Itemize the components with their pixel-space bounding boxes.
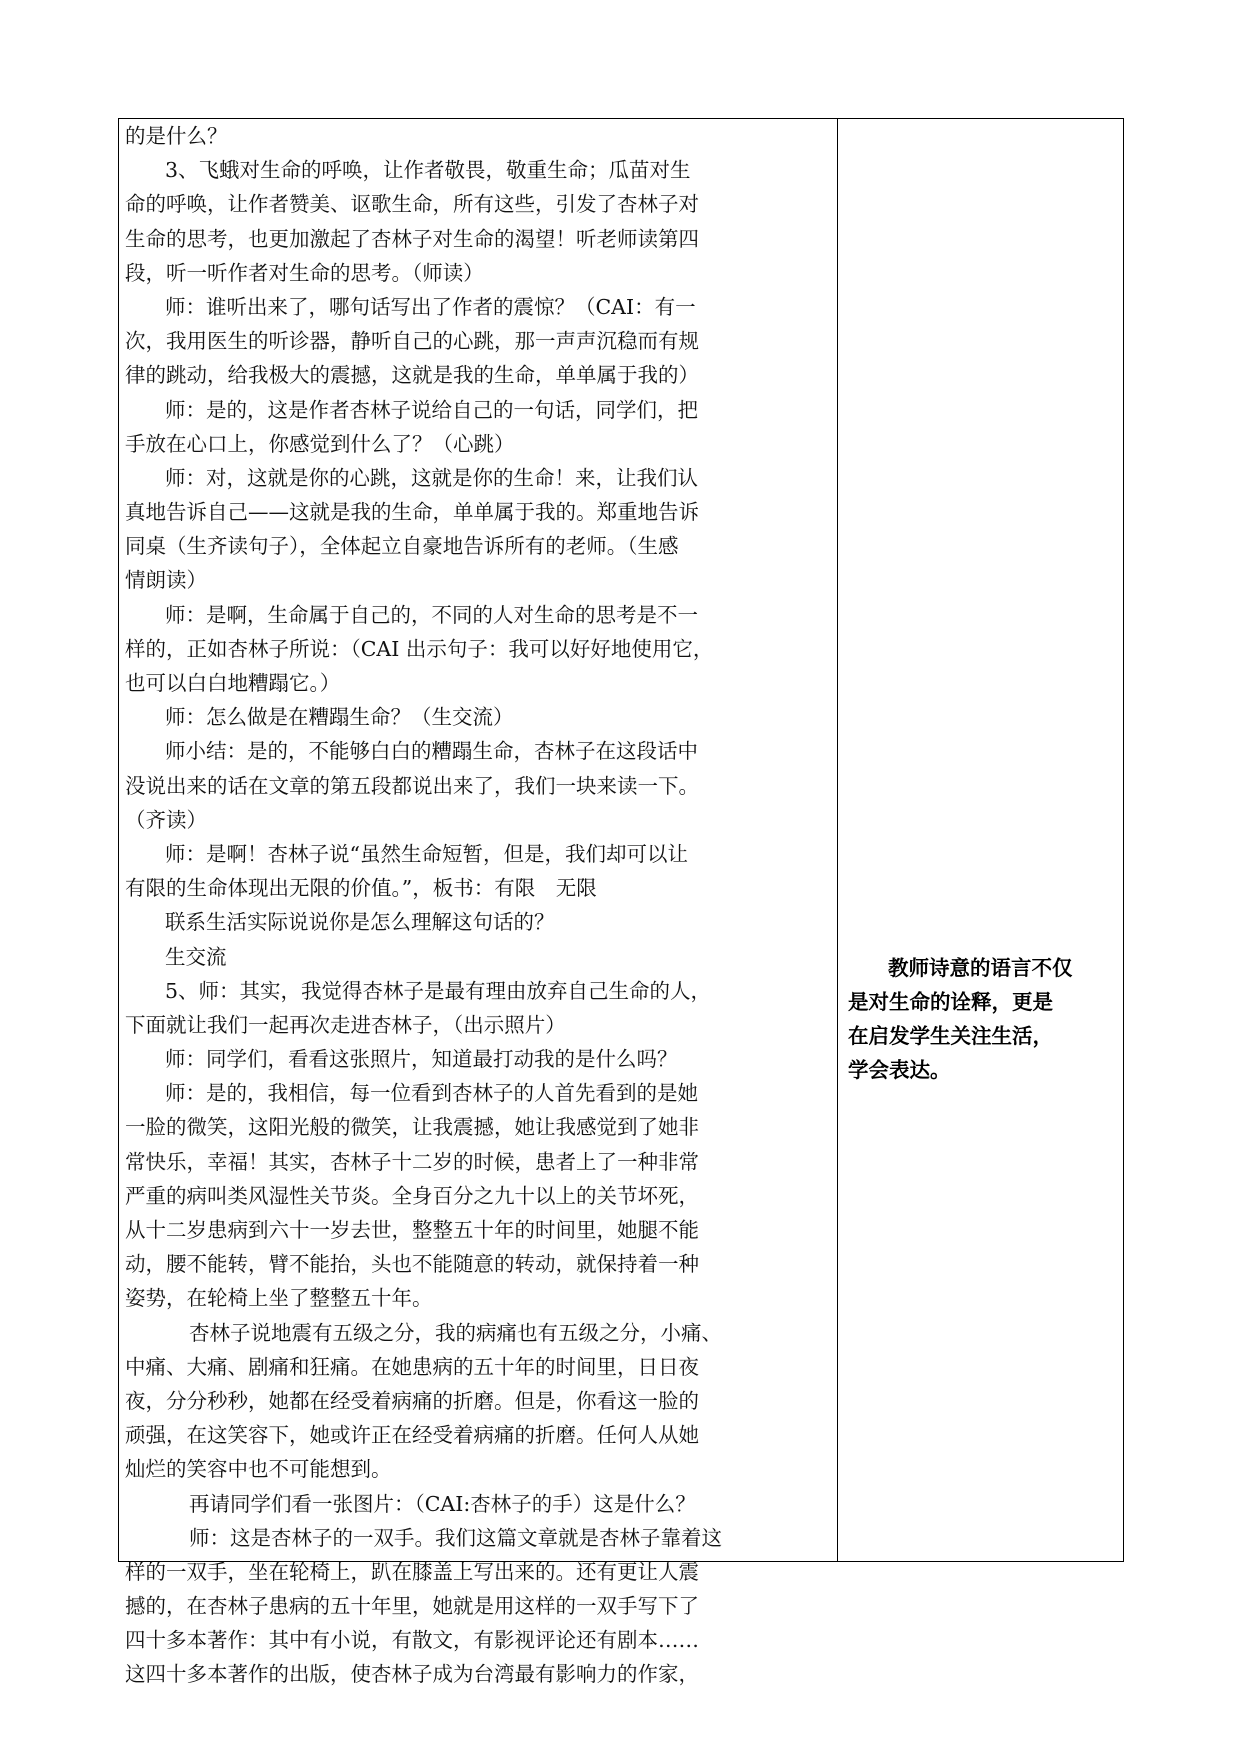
lesson-text-line: 生命的思考，也更加激起了杏林子对生命的渴望！听老师读第四	[125, 226, 699, 251]
lesson-text-line: 师：怎么做是在糟蹋生命？（生交流）	[165, 705, 514, 730]
lesson-table	[118, 118, 1124, 1687]
lesson-text-line: 撼的，在杏林子患病的五十年里，她就是用这样的一双手写下了	[125, 1594, 699, 1619]
lesson-text-line: 师小结：是的，不能够白白的糟蹋生命，杏林子在这段话中	[165, 739, 698, 764]
lesson-text-line: 四十多本著作：其中有小说，有散文，有影视评论还有剧本……	[125, 1628, 699, 1653]
lesson-text-line: 也可以白白地糟蹋它。）	[125, 671, 341, 695]
comment-text-line: 是对生命的诠释，更是	[848, 990, 1053, 1014]
comment-text-line: 教师诗意的语言不仅	[888, 956, 1073, 980]
teacher-comment	[848, 951, 1113, 1087]
lesson-text-line: 动，腰不能转，臂不能抬，头也不能随意的转动，就保持着一种	[125, 1252, 699, 1277]
lesson-text-line: 师：是啊！杏林子说“虽然生命短暂，但是，我们却可以让	[165, 841, 688, 866]
lesson-text-line: 师：对，这就是你的心跳，这就是你的生命！来，让我们认	[165, 465, 698, 490]
lesson-text-line: 师：是的，我相信，每一位看到杏林子的人首先看到的是她	[165, 1081, 698, 1106]
lesson-text-line: 师：这是杏林子的一双手。我们这篇文章就是杏林子靠着这	[189, 1525, 722, 1550]
lesson-text-line: 师：是啊，生命属于自己的，不同的人对生命的思考是不一	[165, 602, 698, 627]
lesson-text-line: 师：是的，这是作者杏林子说给自己的一句话，同学们，把	[165, 397, 698, 422]
lesson-text-line: 姿势，在轮椅上坐了整整五十年。	[125, 1286, 433, 1311]
lesson-text-line: 次，我用医生的听诊器，静听自己的心跳，那一声声沉稳而有规	[125, 329, 699, 354]
lesson-text-line: 灿烂的笑容中也不可能想到。	[125, 1457, 392, 1482]
lesson-text-line: 师：谁听出来了，哪句话写出了作者的震惊？（CAI：有一	[165, 294, 696, 319]
lesson-text-line: 师：同学们，看看这张照片，知道最打动我的是什么吗？	[165, 1047, 678, 1072]
lesson-text-line: 从十二岁患病到六十一岁去世，整整五十年的时间里，她腿不能	[125, 1218, 699, 1242]
lesson-text-line: 样的一双手，坐在轮椅上，趴在膝盖上写出来的。还有更让人震	[125, 1559, 699, 1584]
lesson-text-line: （齐读）	[125, 807, 207, 832]
lesson-text-line: 5、师：其实，我觉得杏林子是最有理由放弃自己生命的人，	[165, 978, 712, 1003]
lesson-text-line: 真地告诉自己——这就是我的生命，单单属于我的。郑重地告诉	[125, 500, 699, 525]
lesson-text-line: 没说出来的话在文章的第五段都说出来了，我们一块来读一下。	[125, 773, 699, 798]
lesson-text-line: 中痛、大痛、剧痛和狂痛。在她患病的五十年的时间里，日日夜	[125, 1354, 699, 1379]
lesson-text-line: 杏林子说地震有五级之分，我的病痛也有五级之分，小痛、	[189, 1320, 722, 1345]
lesson-text-line: 常快乐，幸福！其实，杏林子十二岁的时候，患者上了一种非常	[125, 1149, 699, 1174]
lesson-text-line: 的是什么？	[125, 124, 228, 148]
lesson-text-line: 有限的生命体现出无限的价值。”，板书：有限 无限	[125, 876, 597, 901]
lesson-text-line: 律的跳动，给我极大的震撼，这就是我的生命，单单属于我的）	[125, 363, 699, 388]
comment-text-line: 学会表达。	[848, 1058, 951, 1082]
lesson-text-line: 3、飞蛾对生命的呼唤，让作者敬畏，敬重生命；瓜苗对生	[165, 158, 691, 183]
comment-text-line: 在启发学生关注生活，	[848, 1024, 1053, 1048]
lesson-text-line: 同桌（生齐读句子），全体起立自豪地告诉所有的老师。（生感	[125, 534, 679, 559]
lesson-text-line: 生交流	[165, 944, 227, 969]
lesson-text-line: 顽强，在这笑容下，她或许正在经受着病痛的折磨。任何人从她	[125, 1423, 699, 1448]
lesson-text-line: 段，听一听作者对生命的思考。（师读）	[125, 260, 484, 285]
lesson-text-line: 手放在心口上，你感觉到什么了？（心跳）	[125, 431, 515, 456]
lesson-text-line: 一脸的微笑，这阳光般的微笑，让我震撼，她让我感觉到了她非	[125, 1115, 699, 1140]
lesson-text-line: 夜，分分秒秒，她都在经受着病痛的折磨。但是，你看这一脸的	[125, 1388, 699, 1413]
lesson-text-line: 再请同学们看一张图片：（CAI:杏林子的手）这是什么？	[189, 1491, 696, 1516]
lesson-text-line: 情朗读）	[125, 568, 207, 593]
lesson-text-line: 联系生活实际说说你是怎么理解这句话的？	[165, 910, 555, 935]
comment-cell	[838, 119, 1123, 1561]
lesson-text-line: 严重的病叫类风湿性关节炎。全身百分之九十以上的关节坏死，	[125, 1183, 699, 1208]
lesson-text-line: 这四十多本著作的出版，使杏林子成为台湾最有影响力的作家，	[125, 1662, 699, 1687]
lesson-text-line: 样的，正如杏林子所说：（CAI 出示句子：我可以好好地使用它，	[125, 636, 714, 661]
lesson-text-line: 命的呼唤，让作者赞美、讴歌生命，所有这些，引发了杏林子对	[125, 192, 699, 217]
lesson-text-line: 下面就让我们一起再次走进杏林子，（出示照片）	[125, 1012, 566, 1037]
lesson-content-cell	[119, 119, 838, 1687]
